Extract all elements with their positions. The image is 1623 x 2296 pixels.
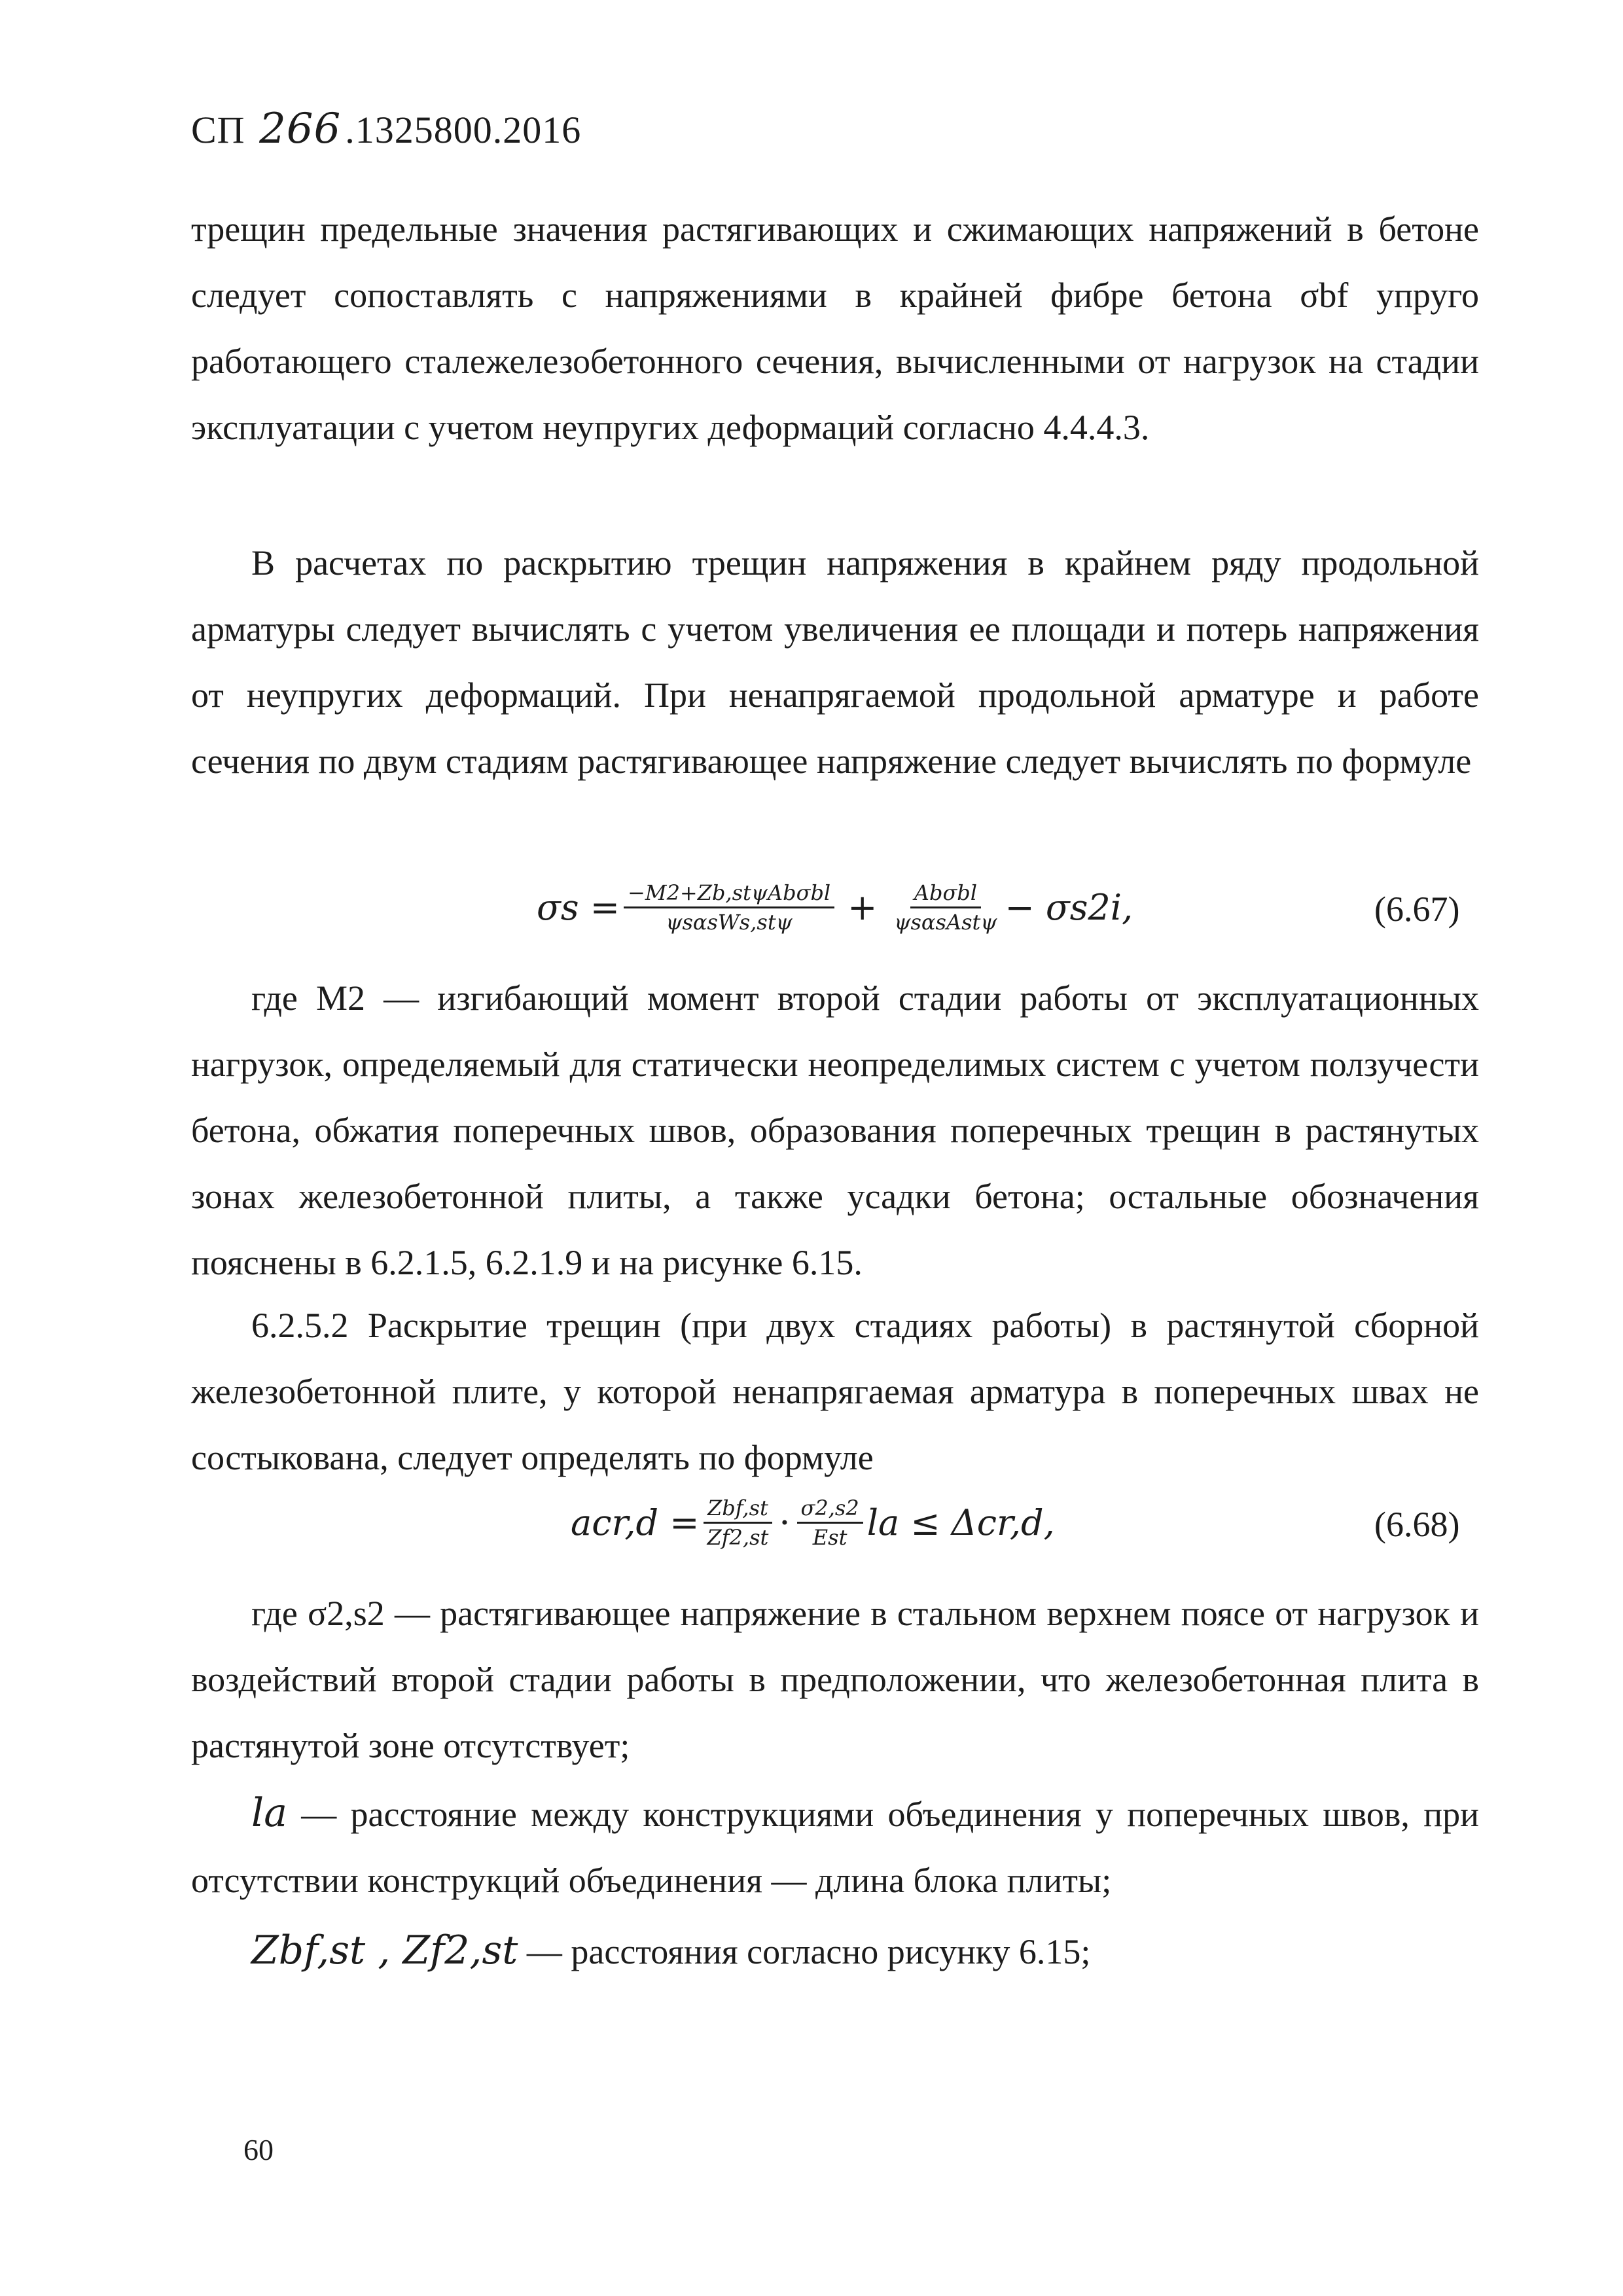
- dot-operator: ·: [779, 1502, 791, 1543]
- formula-tail: − σs2i,: [1005, 887, 1133, 928]
- denominator-2: Est: [812, 1525, 847, 1550]
- paragraph-4: 6.2.5.2 Раскрытие трещин (при двух стадиях работы) в растянутой сборной железобетонной плите, у которой ненапрягаемая арматура в поперечных швах не состыкована, следует определять по формуле: [191, 1306, 1479, 1477]
- numerator-2: σ2,s2: [797, 1496, 863, 1524]
- paragraph-7-text: — расстояния согласно рисунку 6.15;: [526, 1932, 1091, 1971]
- fraction-1: [624, 880, 834, 935]
- denominator-1: ψsαsWs,stψ: [666, 910, 793, 935]
- paragraph-6: [191, 1780, 1479, 1914]
- numerator-1: Zbf,st: [704, 1496, 772, 1524]
- header-suffix: .1325800.2016: [345, 109, 582, 151]
- paragraph-5: где σ2,s2 — растягивающее напряжение в стальном верхнем поясе от нагрузок и воздействий второй стадии работы в предположении, что железобетонная плита в растянутой зоне отсутствует;: [191, 1594, 1479, 1765]
- paragraph-7: [191, 1918, 1479, 1985]
- numerator-2: Abσbl: [910, 880, 981, 908]
- formula-lhs: acr,d =: [571, 1502, 700, 1543]
- paragraph-2: В расчетах по раскрытию трещин напряжения в крайнем ряду продольной арматуры следует вычислять с учетом увеличения ее площади и потерь напряжения от неупругих деформаций. При ненапрягаемой продольной арматуре и работе сечения по двум стадиям растягивающее напряжение следует вычислять по формуле: [191, 543, 1479, 781]
- document-header: [191, 105, 581, 153]
- plus-sign: +: [847, 887, 878, 928]
- term-z-distances: Zbf,st , Zf2,st: [251, 1928, 518, 1973]
- denominator-2: ψsαsAstψ: [894, 910, 997, 935]
- fraction-2: [797, 1496, 863, 1550]
- term-la: la: [251, 1790, 287, 1836]
- header-prefix: СП: [191, 109, 245, 151]
- formula-tail: la ≤ Δcr,d,: [866, 1502, 1055, 1543]
- fraction-1: [703, 1496, 772, 1550]
- page-number: 60: [243, 2133, 274, 2166]
- denominator-1: Zf2,st: [707, 1525, 769, 1550]
- formula-lhs: σs =: [537, 887, 620, 928]
- paragraph-3: где M2 — изгибающий момент второй стадии работы от эксплуатационных нагрузок, определяемый для статически неопределимых систем с учетом ползучести бетона, обжатия поперечных швов, образования поперечных трещин в растянутых зонах железобетонной плиты, а также усадки бетона; остальные обозначения пояснены в 6.2.1.5, 6.2.1.9 и на рисунке 6.15.: [191, 978, 1479, 1282]
- equation-number-6-67: (6.67): [1374, 889, 1460, 929]
- paragraph-6-text: — расстояние между конструкциями объединения у поперечных швов, при отсутствии конструкций объединения — длина блока плиты;: [191, 1795, 1480, 1900]
- handwritten-number: 266: [259, 105, 342, 153]
- formula-6-68: [571, 1496, 1055, 1550]
- formula-6-67: [537, 880, 1133, 935]
- fraction-2: [890, 880, 1001, 935]
- equation-number-6-68: (6.68): [1374, 1505, 1460, 1544]
- paragraph-1: трещин предельные значения растягивающих и сжимающих напряжений в бетоне следует сопоставлять с напряжениями в крайней фибре бетона σbf упруго работающего сталежелезобетонного сечения, вычисленными от нагрузок на стадии эксплуатации с учетом неупругих деформаций согласно 4.4.4.3.: [191, 209, 1479, 447]
- numerator-1: −M2+Zb,stψAbσbl: [624, 880, 834, 908]
